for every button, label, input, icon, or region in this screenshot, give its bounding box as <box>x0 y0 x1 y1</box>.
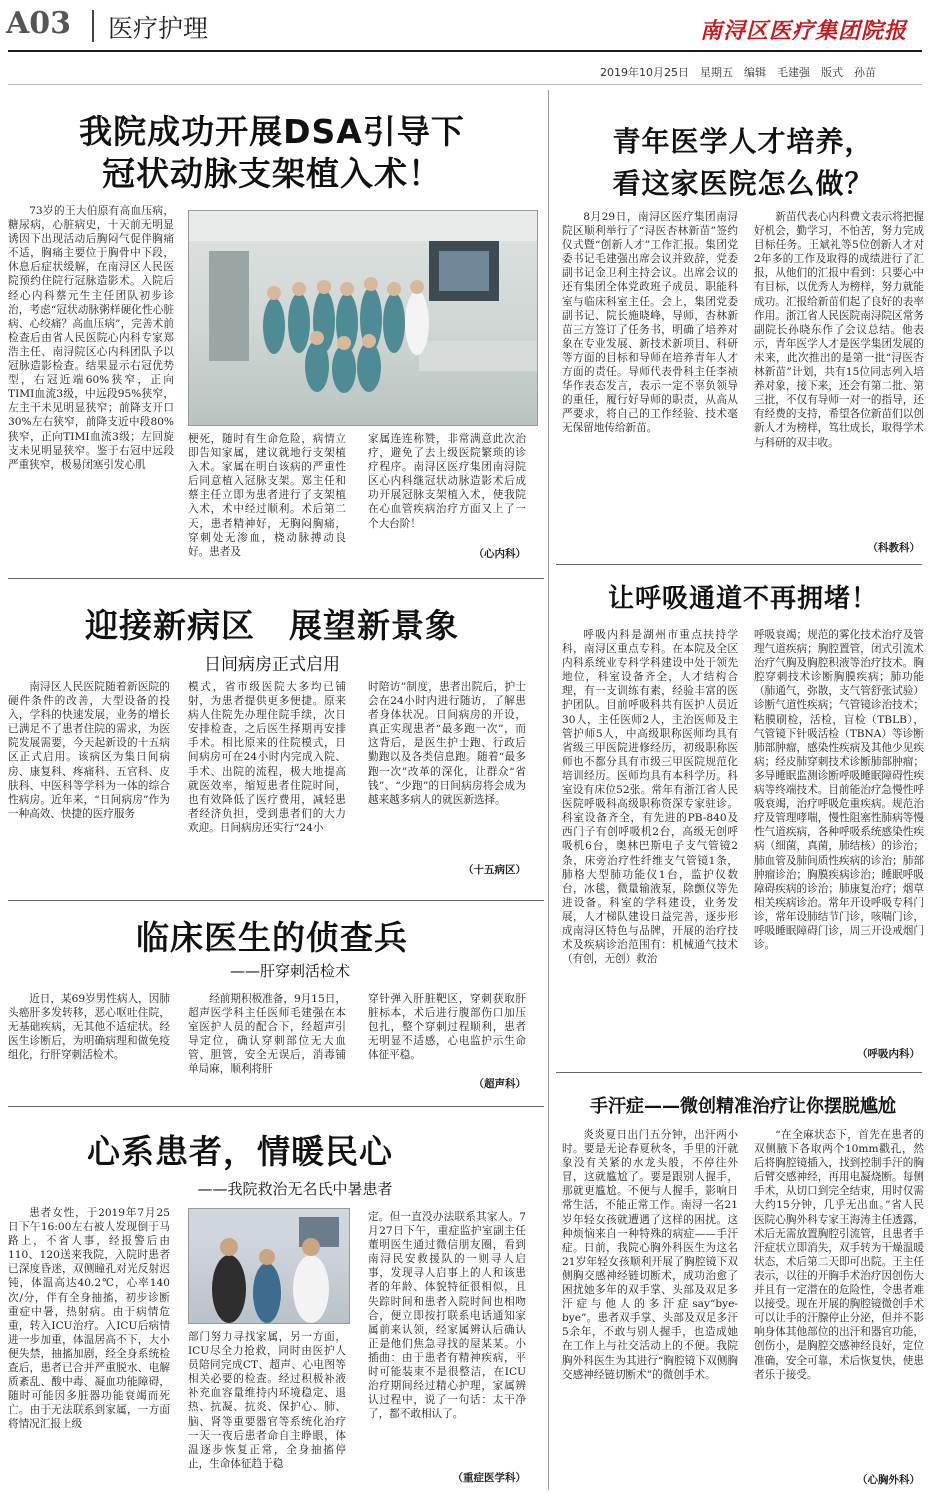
breath-title: 让呼吸通道不再拥堵！ <box>607 584 878 614</box>
heat-signature: （重症医学科） <box>452 1472 526 1484</box>
detective-body-col1: 近日，某69岁男性病人，因肺头癌肝多发转移，恶心呕吐住院，无基础疾病，无其他不适症状。经医生诊断后，为明确病理和做免疫组化，行肝穿刺活检术。 <box>8 993 170 1062</box>
dsa-body-col1: 73岁的王大伯原有高血压病，糖尿病，心脏病史，十天前无明显诱因下出现活动后胸闷气促伴胸痛不适，胸痛主要位于胸骨中下段，休息后症状缓解，在南浔区人民医院预约住院行冠脉造影术。入院后经心内科蔡元生主任团队初步诊治，考虑“冠状动脉粥样硬化性心脏病、心绞痛？高血压病”，完善术前检查后由省人民医院心内科专家郑浩主任、南浔院区心内科团队予以冠脉造影检查。结果显示右冠优势型，右冠近端60%狭窄，正向TIMI血流3级，中远段95%狭窄，左主干未见明显狭窄；前降支开口30%左右狭窄，前降支近中段80%狭窄，正向TIMI血流3级；左回旋支未见明显狭窄。鉴于右冠中远段严重狭窄，极易闭塞引发心肌 <box>8 205 174 471</box>
detective-body-col2: 经前期积极准备，9月15日，超声医学科主任医师毛建强在本室医护人员的配合下，经超声引导定位，确认穿刺部位无大血管、胆管，安全无误后，消毒铺单局麻，顺利将肝 <box>188 993 346 1076</box>
divider-left-2 <box>8 900 544 901</box>
youth-body-col2: 新苗代表心内科费文表示将把握好机会，勤学习，不怕苦，努力完成目标任务。王斌礼等5位创新人才对2年多的工作及取得的成绩进行了汇报，从他们的汇报中看到：只要心中有目标，以优秀人为榜样，努力就能成功。汇报给新苗们起了良好的表率作用。浙江省人民医院南浔院区常务副院长孙晓东作了会议总结。他表示，青年医学人才是医学集团发展的未来，此次推出的是第一批“浔医杏林新苗”计划，共有15位同志列入培养对象，接下来，还会有第二批、第三批，不仅有导师一对一的指导，还有经费的支持，希望各位新苗们以创新人才为榜样，笃壮成长，取得学术与科研的双丰收。 <box>754 211 924 449</box>
heat-photo <box>188 1208 350 1324</box>
operating-room-illustration <box>189 211 537 425</box>
youth-signature: （科教科） <box>867 542 920 554</box>
dateline: 2019年10月25日 星期五 编辑 毛建强 版式 孙苗 <box>600 66 876 79</box>
youth-body-col1: 8月29日，南浔区医疗集团南浔院区顺利举行了“浔医杏林新苗”签约仪式暨“创新人才”工作汇报。集团党委书记毛建强出席会议并致辞，党委副书记金卫利主持会议。出席会议的还有集团全体党政班子成员、职能科室与临床科室主任。会上，集团党委副书记、院长施晓峰，导师，杏林新苗三方签订了任务书，明确了培养对象在专业发展、新技术新项目、科研等方面的目标和导师在培养青年人才方面的责任。导师代表骨科主任李祯华作表态发言，表示一定不辜负领导的重任，履行好导师的职责，从高从严要求，将自己的工作经验、技术毫无保留地传给新苗。 <box>562 211 738 435</box>
header-rule <box>8 50 922 52</box>
sweat-body-col1: 炎炎夏日出门五分钟，出汗两小时。要是无论春夏秋冬，手里的汗就象没有关紧的水龙头般，不停往外冒，这就尴尬了。要是跟别人握手，那就更尴尬。不便与人握手，影响日常生活，不能正常工作。南浔一名21岁年轻女孩就遭遇了这样的困扰。这种烦恼来自一种特殊的病症——手汗症。日前，我院心胸外科医生为这名21岁年轻女孩顺利开展了胸腔镜下双侧胸交感神经链切断术，成功治愈了困扰她多年的双手掌、头部及双足多汗症与他人的多汗症say“bye-bye”。患者双手掌、头部及双足多汗5余年，不敢与别人握手，也造成她在工作上与社交活动上的不便。我院胸外科医生为其进行“胸腔镜下双侧胸交感神经链切断术”的微创手术。 <box>562 1129 738 1381</box>
detective-subtitle: ——肝穿刺活检术 <box>229 962 350 980</box>
youth-title-line1: 青年医学人才培养， <box>612 125 874 158</box>
dsa-signature: （心内科） <box>473 548 526 560</box>
ward-body-col1: 南浔区人民医院随着新医院的硬件条件的改善，大型设备的投入，学科的快速发展，业务的增长已满足不了患者住院的需求，为医院发展需要，今天起新设的十五病区正式启用。该病区为集日间病房、康复科、疼痛科、五官科、皮肤科、中医科等学科为一体的综合性病房。近年来，“日间病房”作为一种高效、快捷的医疗服务 <box>8 681 170 820</box>
doctors-handshake-illustration <box>189 1209 349 1323</box>
page-number: A03 <box>6 6 72 41</box>
ward-title: 迎接新病区 展望新景象 <box>85 606 459 645</box>
detective-body-col3: 穿针弹入肝脏靶区，穿刺获取肝脏标本，术后进行腹部伤口加压包扎，整个穿刺过程顺利，患者无明显不适感，心电监护示生命体征平稳。 <box>368 993 526 1062</box>
sweat-signature: （心胸外科） <box>857 1474 920 1486</box>
heat-body-col1: 患者女性，于2019年7月25日下午16:00左右被人发现倒于马路上，不省人事，经报警后由110、120送来我院，入院时患者已深度昏迷，双侧瞳孔对光反射迟钝，体温高达40.2℃，心率140次/分，伴有全身抽搐，初步诊断重症中暑，热射病。由于病情危重，转入ICU治疗。入ICU后病情进一步加重，体温居高不下，大小便失禁，抽搐加剧，经全身系统检查后，患者已合并严重脱水、电解质紊乱、酸中毒、凝血功能障碍，随时可能因多脏器功能衰竭而死亡。由于无法联系到家属，一方面将情况汇报上级 <box>8 1207 170 1431</box>
heat-title: 心系患者，情暖民心 <box>87 1132 393 1171</box>
ward-body-col2: 模式，省市级医院大多均已铺射，为患者提供更多便捷。原来病人住院先办理住院手续，次日安排检查，之后医生择期再安排手术。相比原来的住院模式，日间病房可在24小时内完成入院、手术、出院的流程，极大地提高就医效率，缩短患者住院时间，也有效降低了医疗费用，减轻患者经济负担，受到患者们的大力欢迎。日间病房还实行“24小 <box>188 681 346 834</box>
sweat-body-col2: “在全麻状态下，首先在患者的双侧腋下各取两个10mm戳孔，然后将胸腔镜插入，找到控制手汗的胸后臂交感神经，再用电凝烧断。每侧手术，从切口到完全结束，用时仅需大约15分钟，几乎无出血。”省人民医院心胸外科专家王海涛主任透露，术后无需放置胸腔引流管，且患者手汗症状立即消失，双手转为干燥温暖状态，术后第二天即可出院。王主任表示，以往的开胸手术治疗因创伤大并且有一定潜在的危险性，令患者难以接受。现在开展的胸腔镜微创手术可以让手的汗腺停止分泌，但并不影响身体其他部位的出汗和器官功能，创伤小，是胸腔交感神经良好，定位准确，安全可靠，术后恢复快，使患者乐于接受。 <box>754 1129 924 1381</box>
divider-left-3 <box>8 1106 544 1107</box>
header-divider <box>92 10 94 42</box>
vertical-divider <box>548 90 549 1490</box>
youth-title-line2: 看这家医院怎么做？ <box>612 167 874 200</box>
breath-signature: （呼吸内科） <box>857 1048 920 1060</box>
dsa-body-col2: 梗死，随时有生命危险，病情立即告知家属，建议就地行支架植入术。家属在明白该病的严重性后同意植入冠脉支架。郑主任和蔡主任立即为患者进行了支架植入术，术中经过顺利。术后第二天，患者精神好，无胸闷胸痛，穿刺处无渗血，桡动脉搏动良好。患者及 <box>188 433 346 558</box>
dsa-body-col3: 家属连连称赞，非常满意此次治疗，避免了去上级医院繁琐的诊疗程序。南浔区医疗集团南浔院区心内科继冠状动脉造影术后成功开展冠脉支架植入术，使我院在心血管疾病治疗方面又上了一个大台阶！ <box>368 433 526 530</box>
detective-title: 临床医生的侦查兵 <box>136 918 408 957</box>
sweat-title: 手汗症——微创精准治疗让你摆脱尴尬 <box>590 1096 896 1117</box>
dsa-team-photo <box>188 210 538 426</box>
divider-right-1 <box>556 564 922 565</box>
heat-body-col2: 部门努力寻找家属，另一方面，ICU尽全力抢救，同时由医护人员陪同完成CT、超声、心电图等相关必要的检查。经过积极补液补充血容量维持内环境稳定、退热、抗凝、抗炎、保护心、肺、脑、肾等重要器官等系统化治疗一天一夜后患者命自主睁眼，体温逐步恢复正常，全身抽搐停止，生命体征趋于稳 <box>188 1331 346 1470</box>
dsa-title-line1: 我院成功开展DSA引导下 <box>79 112 465 151</box>
breath-body-col2: 呼吸衰竭；规范的雾化技术治疗及管理气道疾病；胸腔置管，闭式引流术治疗气胸及胸腔积液等治疗技术。胸腔穿刺技术诊断胸膜疾病；肺功能（肺通气，弥散，支气管舒张试验）诊断气道性疾病；气管镜诊治技术；粘膜刷检，活检，盲检（TBLB），气管镜下针吸活检（TBNA）等诊断肺部肿瘤，感染性疾病及其他少见疾病；经皮肺穿刺技术诊断肺部肿瘤；多导睡眠监测诊断呼吸睡眠障碍性疾病等终端技术。目前能治疗急慢性呼吸衰竭，治疗呼吸危重疾病。规范治疗及管理哮喘，慢性阻塞性肺病等慢性气道疾病，各种呼吸系统感染性疾病（细菌，真菌，肺结核）的诊治；肺血管及肺间质性疾病的诊治；肺部肿瘤诊治；胸膜疾病诊治；睡眠呼吸障碍疾病的诊治；肺康复治疗；烟草相关疾病诊治。常年开设呼吸专科门诊，常年设肺结节门诊，咳喘门诊，呼吸睡眠障碍门诊，周三开设戒烟门诊。 <box>754 629 924 952</box>
ward-body-col3: 时陪访”制度，患者出院后，护士会在24小时内进行随访，了解患者身体状况。日间病房的开设，真正实现患者“最多跑一次”，而这背后，是医生护士跑、行政后勤跑以及各类信息跑。随着“最多跑一次”改革的深化，让群众“省钱”、“少跑”的日间病房将会成为越来越多病人的就医新选择。 <box>368 681 526 806</box>
dsa-title-line2: 冠状动脉支架植入术！ <box>102 154 442 193</box>
masthead: 南浔区医疗集团院报 <box>700 18 908 44</box>
ward-subtitle: 日间病房正式启用 <box>204 655 340 675</box>
header-underline <box>8 84 922 85</box>
heat-body-col3: 定。但一直没办法联系其家人。7月27日下午，重症监护室副主任董明医生通过微信朋友圈，看到南浔民安救援队的一则寻人启事，发现寻人启事上的人和该患者的年龄、体貌特征很相似，且失踪时间和患者入院时间也相吻合，便立即按打联系电话通知家属前来认领，经家属辨认后确认正是他们焦急寻找的屋某某。小插曲：由于患者有精神疾病，平时可能装束不是很整洁，在ICU治疗期间经过精心护理，家属辨认过程中，说了一句话：太干净了，都不敢相认了。 <box>368 1211 526 1421</box>
divider-right-2 <box>556 1072 922 1073</box>
heat-subtitle: ——我院救治无名氏中暑患者 <box>197 1180 393 1198</box>
detective-signature: （超声科） <box>473 1078 526 1090</box>
breath-body-col1: 呼吸内科是湖州市重点扶持学科，南浔区重点专科。在本院及全区内科系统业专科学科建设中处于领先地位，科室设备齐全，人才结构合理，有一支训练有素，经验丰富的医护团队。目前呼吸科共有医护人员近30人，主任医师2人，主治医师及主管护师5人，中高级职称医师均具有省级三甲医院进修经历，初级职称医师也不都分具有市级三甲医院规范化培训经历。医师均具有本科学历。科室设有床位52张。常年有浙江省人民医院呼吸科高级职称资深专家驻诊。科室设备齐全，有先进的PB-840及西门子有创呼吸机2台，高级无创呼吸机6台，奥林巴斯电子支气管镜2条，床旁治疗性纤维支气管镜1条，肺格大型肺功能仪1台，监护仪数台，冰毯，微量输液泵，除颤仪等先进设备。科室的学科建设，业务发展，人才梯队建设日益完善，逐步形成南浔区特色与品牌，开展的治疗技术及疾病诊治范围有：机械通气技术（有创，无创）救治 <box>562 629 738 966</box>
divider-left-1 <box>8 578 544 579</box>
ward-signature: （十五病区） <box>463 864 526 876</box>
section-name: 医疗护理 <box>108 14 209 43</box>
